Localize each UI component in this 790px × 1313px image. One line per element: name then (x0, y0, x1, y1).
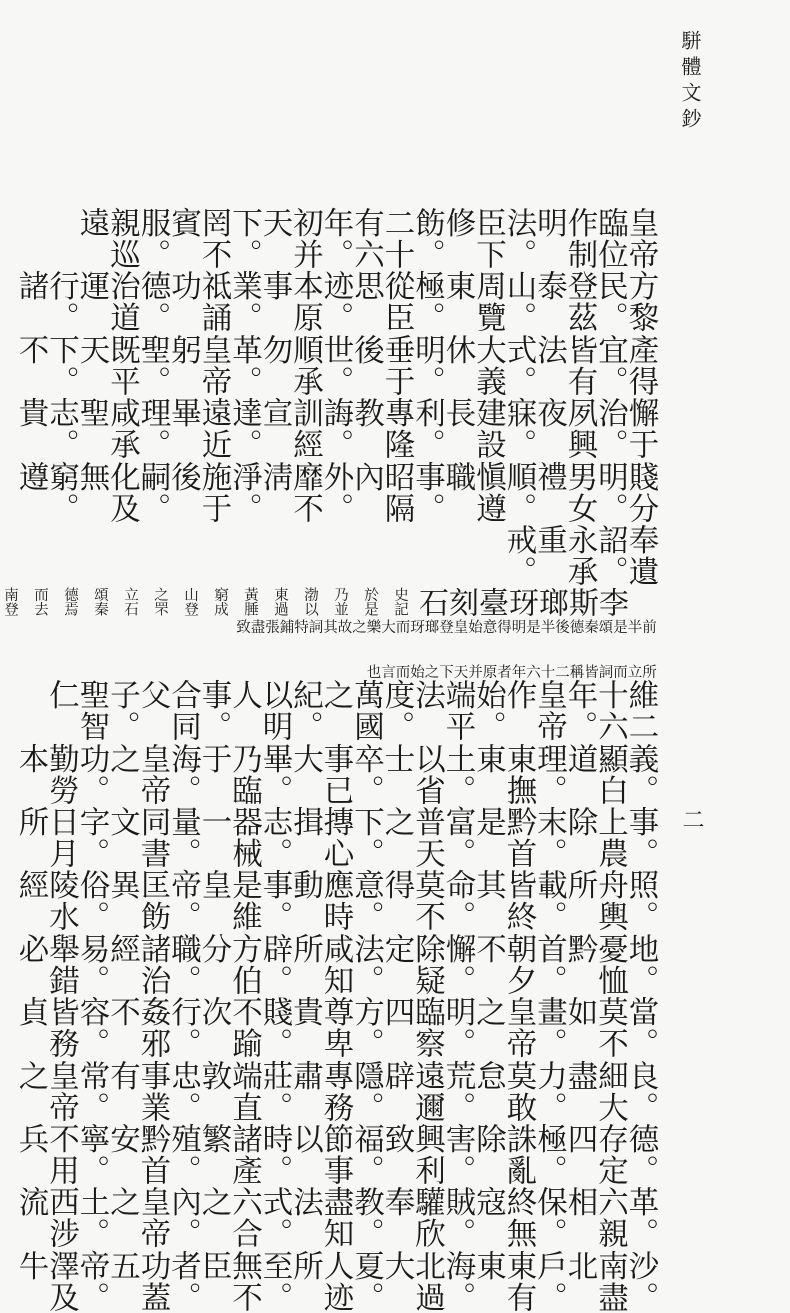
text-column: 產得宜。皆有法式。大義休明。垂于後世。順承勿革。皇帝躬聖。既平天下。不 (13, 333, 658, 398)
title-annotation: 史記於是乃並渤以東過黃腄窮成山登之罘立石頌秦德焉而去南登 (2, 587, 408, 618)
text-column: 照。舟輿所載。皆終其命。莫不得意。應時動事。是維皇帝。匡飭異俗。陵水經 (13, 869, 658, 933)
text-column: 良。細大盡力。莫敢怠荒。遠邇辟隱。專務肅莊。端直敦忠。事業有常。皇帝之 (13, 1059, 658, 1124)
text-column: 沙。南盡北戶。東有東海。北過大夏。人迹所至。無不臣者。功蓋五帝。澤及牛 (13, 1249, 658, 1313)
text-column: 地。憂恤黔首。朝夕不懈。除疑定法。咸知所辟。方伯分職。諸治經易。舉錯必 (13, 932, 658, 997)
text-column: 義。顯白道理。東撫東土。以省士卒。事已大畢。乃臨于海。皇帝之功。勤勞本 (13, 742, 658, 807)
vertical-text-block (2, 207, 658, 1313)
text-column: 當。莫不如畫。皇帝之明。臨察四方。尊卑貴賤。不踰次行。姦邪不容。皆務貞 (13, 996, 658, 1060)
text-column: 革。六親相保。終無寇賊。驩欣奉教。盡知法式。六合之內。皇帝之土。西涉流 (13, 1186, 658, 1250)
text-column: 維二十六年。皇帝作始。端平法度。萬國之紀。以明人事。合同父子。聖智仁 (43, 679, 658, 743)
text-column: 皇帝臨位作制明法。臣下修飭。二十有六年。初并天下。罔不賓服。親巡遠 (74, 207, 658, 271)
text-column: 事。上農除末。黔首是富。普天之下。摶心揖志。器械一量。同書文字。日月所 (13, 806, 658, 870)
text-column: 賤分明。男女禮順。愼遵職事。昭隔內外。靡不淸淨。施于後嗣。化及無窮。遵 (13, 460, 658, 525)
running-title: 駢體文鈔 (678, 30, 702, 134)
text-column: 懈于治。夙興夜寐。建設長利。專隆教誨。訓經宣達。遠近畢理。咸承聖志。貴 (13, 397, 658, 461)
text-column: 奉遺詔。永承重戒。 (501, 524, 658, 588)
text-column: 德。存定四極。誅亂除害。興利致福。節事以時。諸產繁殖。黔首安寧。不用兵 (13, 1123, 658, 1187)
annotation-column: 所立而詞皆稱二十六年者原并天下之始而言也 (364, 664, 656, 680)
annotation-column: 前半是頌秦德後半是明得意始皇登瑯玡而大樂之故其詞特鋪張盡致 (234, 619, 656, 635)
piece-title-column (2, 587, 655, 620)
page-number: 二 (679, 808, 704, 830)
text-column: 方黎民。登茲泰山。周覽東極。從臣思迹。本原事業。祗誦功德。治道運行。諸 (13, 270, 658, 334)
piece-title: 李斯瑯玡臺刻石 (413, 587, 628, 620)
